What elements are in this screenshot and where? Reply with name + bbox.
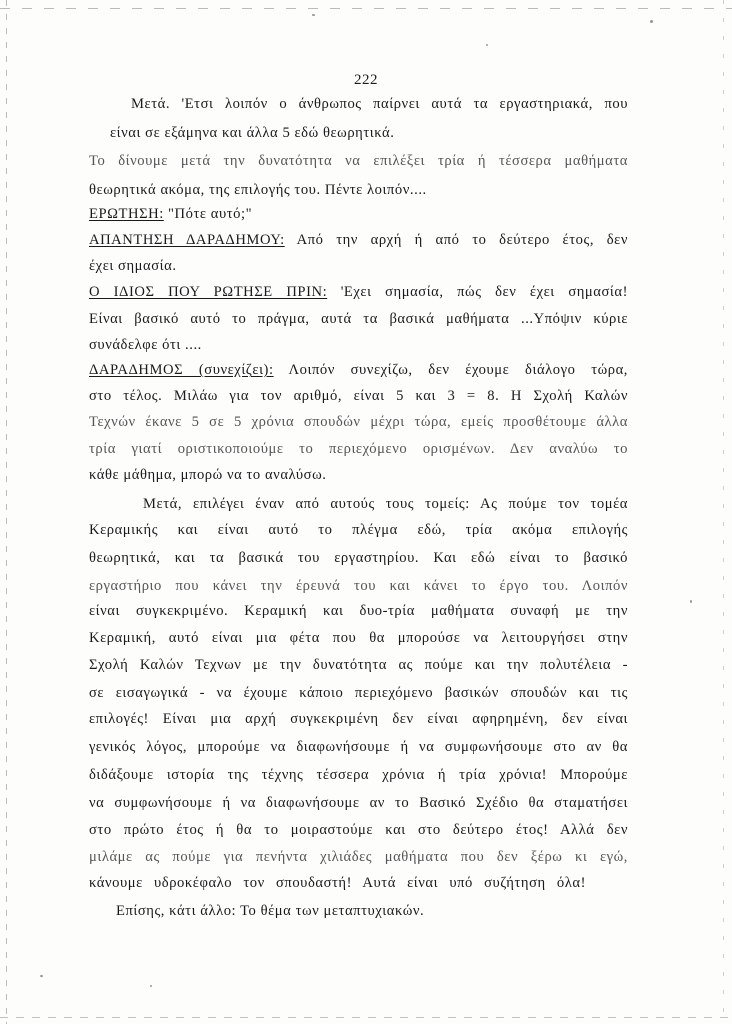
text-line: Το δίνουμε μετά την δυνατότητα να επιλέξει τρία ή τέσσερα μαθήματα (89, 153, 628, 169)
scan-speck (486, 44, 488, 46)
dialogue-line (89, 284, 628, 301)
text-line: σε εισαγωγικά - να έχουμε κάποιο περιεχόμενο βασικών σπουδών και τις (89, 685, 628, 701)
scan-speck (650, 20, 653, 23)
text-line: Τεχνών έκανε 5 σε 5 χρόνια σπουδών μέχρι τώρα, εμείς προσθέτουμε άλλα (89, 414, 628, 430)
text-line: τρία γιατί οριστικοποιούμε το περιεχόμενο ορισμένων. Δεν αναλύω το (89, 441, 628, 457)
text-line: κάθε μάθημα, μπορώ να το αναλύσω. (89, 467, 327, 483)
text-line: Κεραμικής και είναι αυτό το πλέγμα εδώ, τρία ακόμα επιλογής (89, 522, 628, 538)
text-line: εργαστήριο που κάνει την έρευνά του και κάνει το έργο του. Λοιπόν (89, 578, 628, 594)
text-line: γενικός λόγος, μπορούμε να διαφωνήσουμε ή να συμφωνήσουμε στο αν θα (89, 739, 628, 755)
text-line: Μετά, επιλέγει έναν από αυτούς τους τομείς: Ας πούμε τον τομέα (143, 496, 628, 512)
text-line: Επίσης, κάτι άλλο: Το θέμα των μεταπτυχιακών. (116, 903, 425, 919)
text-line: μιλάμε ας πούμε για πενήντα χιλιάδες μαθήματα που δεν ξέρω κι εγώ, (89, 849, 628, 865)
text-line: κάνουμε υδροκέφαλο τον σπουδαστή! Αυτά είναι υπό συζήτηση όλα! (89, 875, 586, 891)
text-line: είναι συγκεκριμένο. Κεραμική και δυο-τρία μαθήματα συναφή με την (89, 603, 628, 619)
dialogue-text: "Πότε αυτό;" (163, 206, 253, 222)
scan-edge-left (6, 0, 7, 1024)
speaker-label: ΑΠΑΝΤΗΣΗ ΔΑΡΑΔΗΜΟΥ: (89, 232, 285, 248)
dialogue-line (89, 362, 628, 379)
scan-speck (690, 600, 692, 603)
scan-speck (312, 14, 315, 16)
speaker-label: Ο ΙΔΙΟΣ ΠΟΥ ΡΩΤΗΣΕ ΠΡΙΝ: (89, 284, 328, 300)
text-line: επιλογές! Είναι μια αρχή συγκεκριμένη δεν είναι αφηρημένη, δεν είναι (89, 711, 628, 727)
dialogue-line (89, 232, 628, 249)
scan-speck (40, 975, 43, 977)
text-line: έχει σημασία. (89, 258, 177, 274)
dialogue-text: 'Εχει σημασία, πώς δεν έχει σημασία! (327, 284, 628, 300)
scan-speck (150, 985, 152, 987)
text-line: θεωρητικά, και τα βασικά του εργαστηρίου. Και εδώ είναι το βασικό (89, 550, 628, 566)
text-line: να συμφωνήσουμε ή να διαφωνήσουμε αν το Βασικό Σχέδιο θα σταματήσει (89, 795, 628, 811)
text-line: διδάξουμε ιστορία της τέχνης τέσσερα χρόνια ή τρία χρόνια! Μπορούμε (89, 767, 628, 783)
text-line: συνάδελφε ότι .... (89, 337, 202, 353)
text-line: Μετά. 'Ετσι λοιπόν ο άνθρωπος παίρνει αυτά τα εργαστηριακά, που (131, 96, 628, 112)
text-line: στο τέλος. Μιλάω για τον αριθμό, είναι 5 και 3 = 8. Η Σχολή Καλών (89, 388, 628, 404)
text-line: στο πρώτο έτος ή θα το μοιραστούμε και στο δεύτερο έτος! Αλλά δεν (89, 822, 628, 838)
dialogue-line (89, 206, 629, 223)
text-line: θεωρητικά ακόμα, της επιλογής του. Πέντε λοιπόν.... (89, 182, 427, 198)
scan-edge-top (0, 8, 732, 9)
scan-edge-bottom (0, 1017, 732, 1018)
page-number: 222 (354, 72, 378, 88)
speaker-label: ΔΑΡΑΔΗΜΟΣ (συνεχίζει): (89, 362, 274, 378)
text-line: Κεραμική, αυτό είναι μια φέτα που θα μπορούσε να λειτουργήσει στην (89, 630, 628, 646)
scan-edge-right (723, 0, 724, 1024)
text-line: Σχολή Καλών Τεχνων με την δυνατότητα ας πούμε και την πολυτέλεια - (89, 657, 628, 673)
speaker-label: ΕΡΩΤΗΣΗ: (89, 206, 164, 222)
text-line: Είναι βασικό αυτό το πράγμα, αυτά τα βασικά μαθήματα ...Υπόψιν κύριε (89, 311, 628, 327)
dialogue-text: Από την αρχή ή από το δεύτερο έτος, δεν (284, 232, 628, 248)
text-line: είναι σε εξάμηνα και άλλα 5 εδώ θεωρητικά. (110, 125, 395, 141)
dialogue-text: Λοιπόν συνεχίζω, δεν έχουμε διάλογο τώρα, (273, 362, 629, 378)
